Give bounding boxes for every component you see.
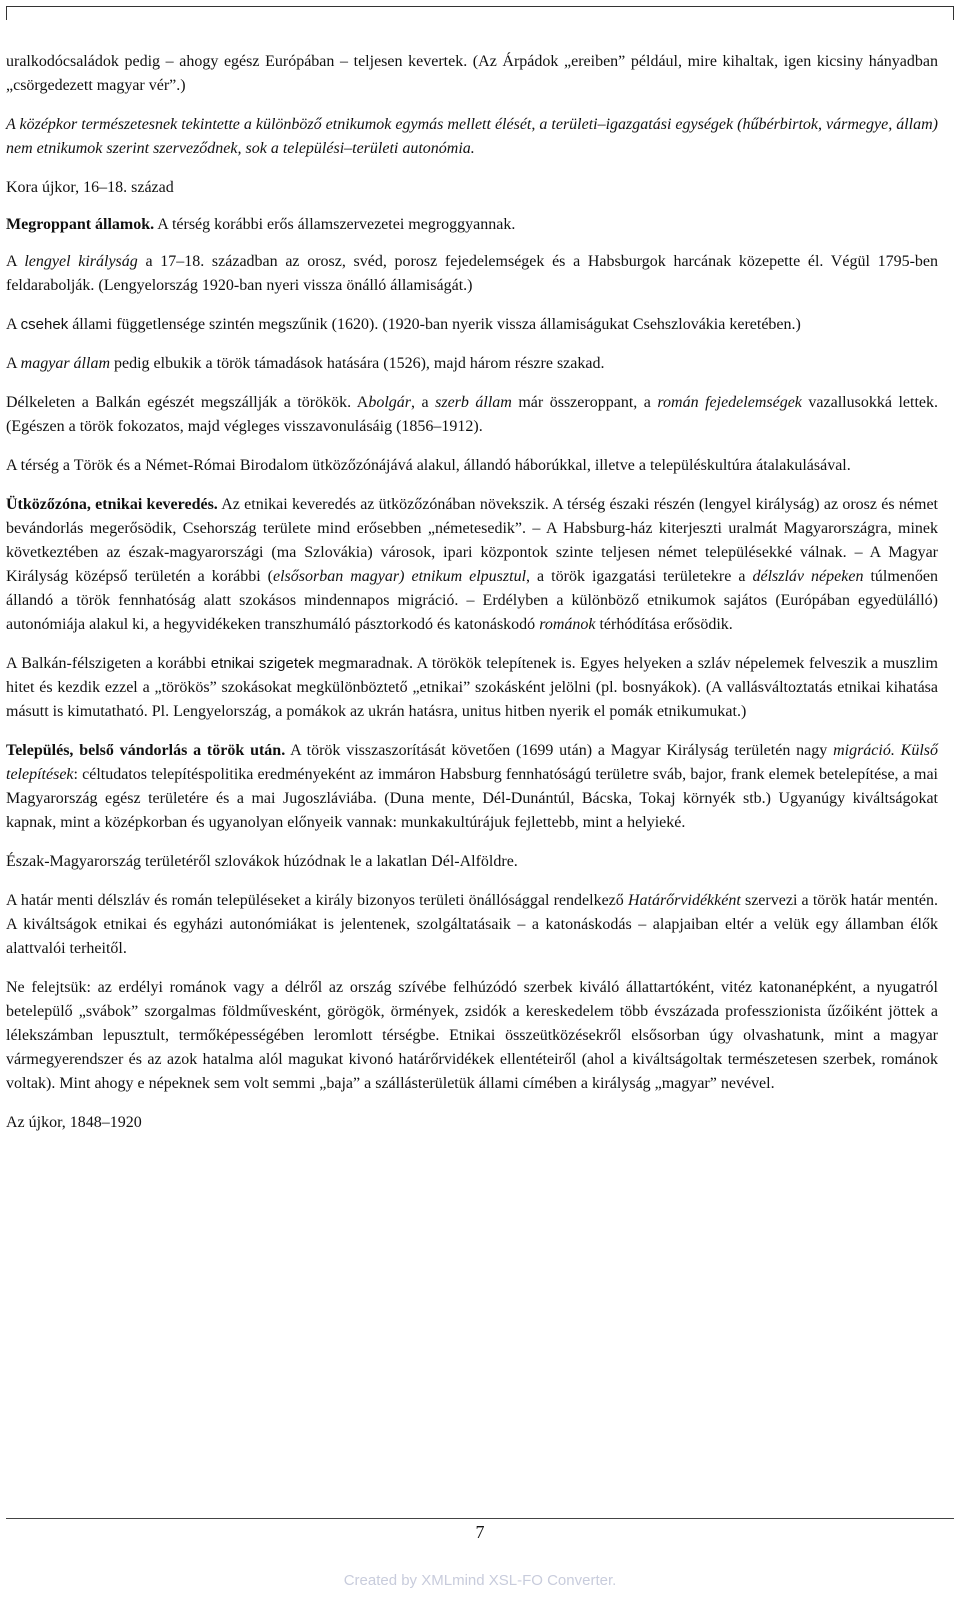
paragraph-hungarian-state: A magyar állam pedig elbukik a török támadások hatására (1526), majd három részre szakad.	[6, 355, 605, 372]
paragraph-weakened-states: Megroppant államok. A térség korábbi erős államszervezetei megroggyannak.	[6, 216, 516, 233]
paragraph-middle-ages: A középkor természetesnek tekintette a különböző etnikumok egymás mellett élését, a területi–igazgatási egységek (hűbérbirtok, vármegye, állam) nem etnikumok szerint szerveződnek, sok a települési–területi autonómia.	[6, 116, 938, 157]
paragraph-dynasties: uralkodócsaládok pedig – ahogy egész Európában – teljesen kevertek. (Az Árpádok „ereiben” például, mire kihaltak, igen kicsiny hányadban „csörgedezett magyar vér”.)	[6, 53, 938, 94]
page-top-border	[6, 6, 954, 7]
watermark-brand-link[interactable]: XMLmind XSL-FO Converter	[421, 1572, 613, 1589]
paragraph-czechs: A csehek állami függetlensége szintén megszűnik (1620). (1920-ban nyerik vissza államiságukat Csehszlovákia keretében.)	[6, 316, 801, 333]
document-body	[6, 50, 938, 1150]
section-heading-early-modern: Kora újkor, 16–18. század	[6, 179, 174, 196]
page-number: 7	[475, 1522, 485, 1542]
section-heading-modern-age: Az újkor, 1848–1920	[6, 1114, 142, 1131]
paragraph-polish-kingdom: A lengyel királyság a 17–18. században az orosz, svéd, porosz fejedelemségek és a Habsburgok harcának közepette él. Végül 1795-ben feldarabolják. (Lengyelország 1920-ban nyeri vissza önálló államiságát.)	[6, 253, 938, 294]
paragraph-dont-forget: Ne felejtsük: az erdélyi románok vagy a délről az ország szívébe felhúzódó szerbek kiváló állattartóként, vitéz katonanépként, a nyugatról betelepülő „svábok” szorgalmas földművesként, görögök, örmények, zsidók a kereskedelem több évszázada professzionista űzőiként jöttek a lélekszámban lepusztult, termőképességében leromlott térségbe. Etnikai összeütközésekről elsősorban úgy olvashatunk, mint a magyar vármegyerendszer és az azok hatalma alól magukat kivonó határőrvidékek ellentéteiről (ahol a kiváltságoltak természetesen szerbek, románok voltak). Mint ahogy e népeknek sem volt semmi „baja” a szállásterületük állami címében a királyság „magyar” nevével.	[6, 979, 938, 1092]
converter-watermark: Created by XMLmind XSL-FO Converter.	[343, 1572, 617, 1589]
paragraph-settlement-migration: Település, belső vándorlás a török után. A török visszaszorítását követően (1699 után) a Magyar Királyság területén nagy migráció. Külső telepítések: céltudatos telepítéspolitika eredményeként az immáron Habsburg fennhatóságú területre sváb, bajor, frank elemek betelepítése, a mai Magyarország egész területére és a mai Jugoszláviába. (Duna mente, Dél-Dunántúl, Bácska, Tokaj környék stb.) Ugyanúgy kiváltságokat kapnak, mint a középkorban és ugyanolyan előnyeik vannak: munkakultúrájuk fejlettebb, mint a helyieké.	[6, 742, 938, 831]
page-left-border-stub	[6, 6, 7, 20]
paragraph-military-frontier: A határ menti délszláv és román településeket a király bizonyos területi önállósággal rendelkező Határőrvidékként szervezi a török határ mentén. A kiváltságok etnikai és egyházi autonómiákat is jelentenek, szolgáltatásaik – a katonáskodás – alapjaiban eltér a velük egy államban élők alattvalói terheitől.	[6, 892, 938, 957]
paragraph-balkan-peninsula: A Balkán-félszigeten a korábbi etnikai szigetek megmaradnak. A törökök telepítenek is. Egyes helyeken a szláv népelemek felveszik a muszlim hitet és kezdik ezzel a „törökös” szokásokat megkülönböztető „etnikai” szokásként jelölni (pl. bosnyákok). (A vallásváltoztatás etnikai kihatása másutt is kimutatható. Pl. Lengyelország, a pomákok az ukrán hatásra, unitus hitben nyerik el pomák etnikumukat.)	[6, 655, 938, 720]
paragraph-ethnic-mixing: Ütközőzóna, etnikai keveredés. Az etnikai keveredés az ütközőzónában növekszik. A térség északi részén (lengyel királyság) az orosz és német bevándorlás megerősödik, Csehország területe mind erősebben „németesedik”. – A Habsburg-ház kiterjeszti uralmát Magyarországra, minek következtében az észak-magyarországi (ma Szlovákia) városok, ipari központok szinte teljesen német településekké válnak. – A Magyar Királyság középső területén a korábbi (elsősorban magyar) etnikum elpusztul, a török igazgatási területekre a délszláv népeken túlmenően állandó a török fennhatóság alatt szokásos mindennapos migráció. – Erdélyben a különböző etnikumok sajátos (Európában egyedülálló) autonómiája alakul ki, a hegyvidékeken transzhumáló pásztorkodó és katonáskodó románok térhódítása erősödik.	[6, 496, 939, 633]
paragraph-slovaks: Észak-Magyarország területéről szlovákok húzódnak le a lakatlan Dél-Alföldre.	[6, 853, 518, 870]
paragraph-balkans-occupied: Délkeleten a Balkán egészét megszállják a törökök. Abolgár, a szerb állam már összeroppant, a román fejedelemségek vazallusokká lettek. (Egészen a török fokozatos, majd végleges visszavonulásáig (1856–1912).	[6, 394, 938, 435]
page-right-border-stub	[953, 6, 954, 20]
footer-divider	[6, 1518, 954, 1519]
paragraph-buffer-zone: A térség a Török és a Német-Római Birodalom ütközőzónájává alakul, állandó háborúkkal, illetve a településkultúra átalakulásával.	[6, 457, 851, 474]
